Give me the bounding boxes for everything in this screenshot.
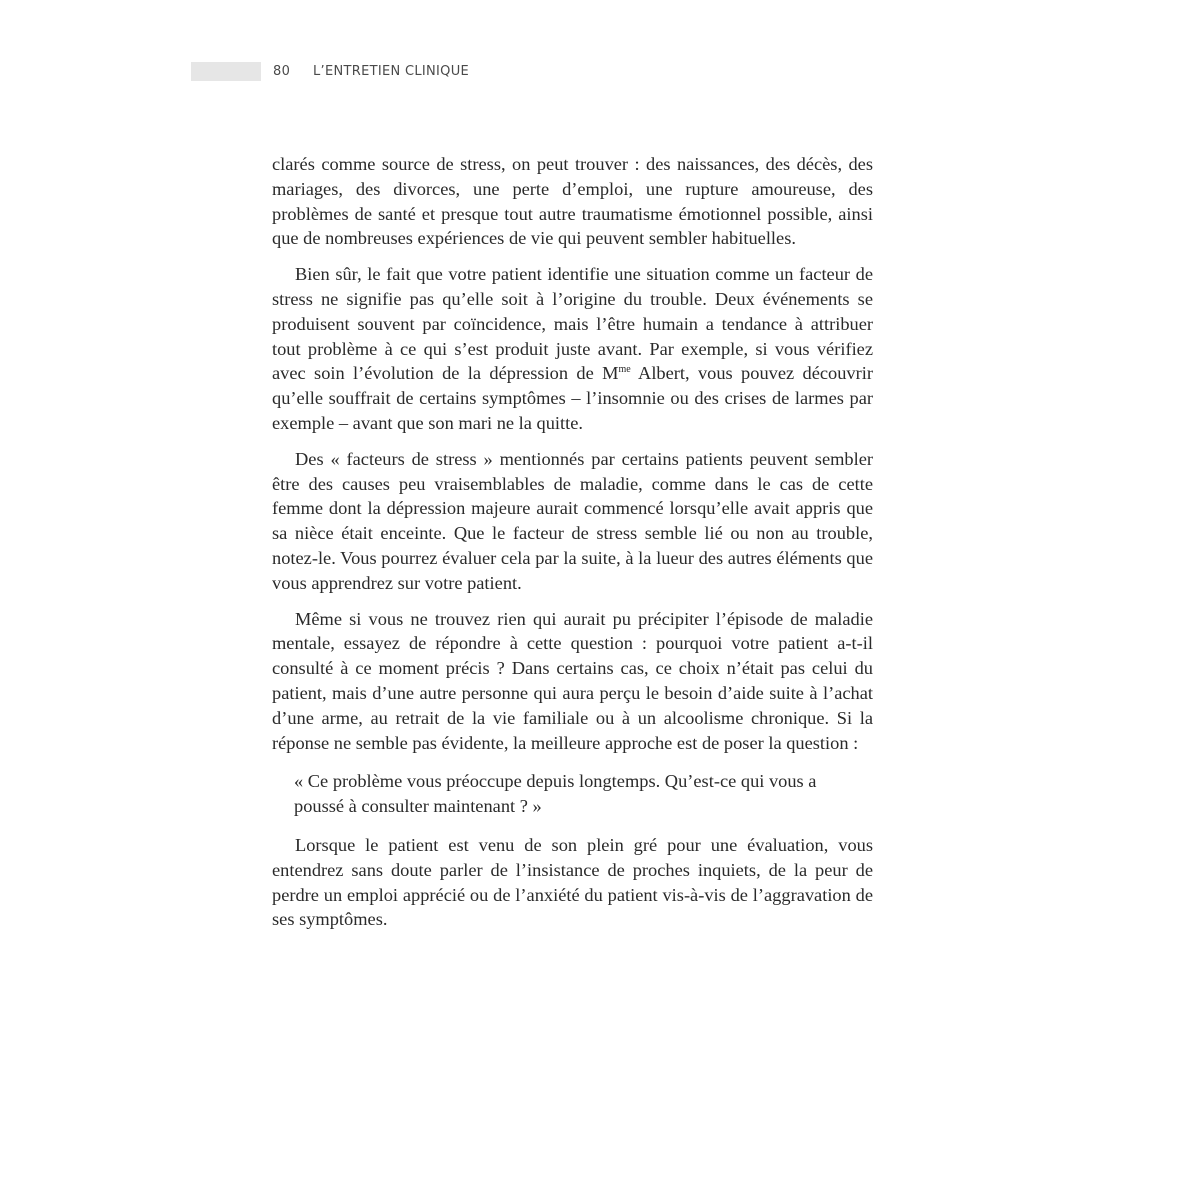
paragraph-3: Des « facteurs de stress » mentionnés par certains patients peuvent sembler être des causes peu vraisemblables de maladie, comme dans le cas de cette femme dont la dépression majeure aurait commencé lorsqu’elle avait appris que sa nièce était enceinte. Que le facteur de stress semble lié ou non au trouble, notez-le. Vous pourrez évaluer cela par la suite, à la lueur des autres éléments que vous apprendrez sur votre patient. — [272, 448, 873, 593]
running-title: L’ENTRETIEN CLINIQUE — [313, 64, 470, 79]
page-number: 80 — [273, 64, 291, 79]
paragraph-4: Même si vous ne trouvez rien qui aurait pu précipiter l’épisode de maladie mentale, essayez de répondre à cette question : pourquoi votre patient a-t-il consulté à ce moment précis ? Dans certains cas, ce choix n’était pas celui du patient, mais d’une autre personne qui aura perçu le besoin d’aide suite à l’achat d’une arme, au retrait de la vie familiale ou à un alcoolisme chronique. Si la réponse ne semble pas évidente, la meilleure approche est de poser la question : — [272, 608, 873, 753]
paragraph-1: clarés comme source de stress, on peut trouver : des naissances, des décès, des mariages, des divorces, une perte d’emploi, une rupture amoureuse, des problèmes de santé et presque tout autre traumatisme émotionnel possible, ainsi que de nombreuses expériences de vie qui peuvent sembler habituelles. — [272, 154, 873, 249]
quoted-question: « Ce problème vous préoccupe depuis longtemps. Qu’est-ce qui vous a poussé à consulter maintenant ? » — [294, 771, 817, 817]
paragraph-2-part-a: Bien sûr, le fait que votre patient identifie une situation comme un facteur de stress ne signifie pas qu’elle soit à l’origine du trouble. Deux événements se produisent souvent par coïncidence, mais l’être humain a tendance à attribuer tout problème à ce qui s’est produit juste avant. Par exemple, si vous vérifiez avec soin l’évolution de la dépression de M — [272, 264, 873, 384]
paragraph-5: Lorsque le patient est venu de son plein gré pour une évaluation, vous entendrez sans doute parler de l’insistance de proches inquiets, de la peur de perdre un emploi apprécié ou de l’anxiété du patient vis-à-vis de l’aggravation de ses symptômes. — [272, 834, 873, 930]
header-gray-bar — [191, 62, 261, 81]
paragraph-2 — [272, 262, 873, 436]
page-body — [272, 152, 873, 943]
paragraph-2-part-b: Albert, vous pouvez découvrir qu’elle souffrait de certains symptômes – l’insomnie ou des crises de larmes par exemple – avant que son mari ne la quitte. — [272, 363, 873, 433]
madame-abbreviation-superscript: me — [618, 364, 631, 376]
